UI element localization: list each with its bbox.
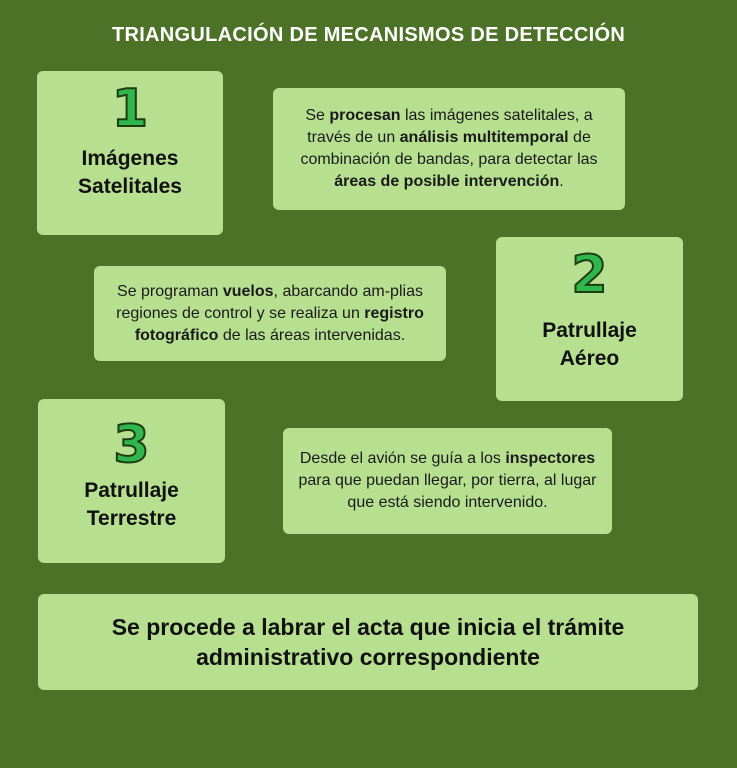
step-1-label [37, 145, 223, 201]
step-1-number: 1 [111, 79, 149, 139]
step-2-label-line2: Aéreo [559, 347, 620, 370]
step-1-desc-text: de combinación de bandas, para detectar las [300, 129, 598, 168]
step-2-label [496, 317, 683, 373]
conclusion-text: Se procede a labrar el acta que inicia el trámite administrativo correspondiente [111, 614, 625, 670]
step-1-desc-text: las imágenes satelitales, a través de un [307, 107, 593, 146]
step-1-desc-text: . [559, 173, 564, 190]
step-1-desc-text: Se [305, 107, 330, 124]
step-1-label-line1: Imágenes [81, 147, 179, 170]
step-3-number: 3 [113, 415, 150, 475]
step-3-desc-text: para que puedan llegar, por tierra, al lugar que está siendo intervenido. [298, 472, 597, 511]
step-3-card [38, 399, 225, 563]
step-2-desc-text: de las áreas intervenidas. [218, 326, 406, 344]
step-3-label-line1: Patrullaje [84, 479, 179, 502]
step-3-label [38, 477, 225, 533]
conclusion-box [38, 594, 698, 690]
step-2-desc-bold: vuelos [222, 282, 274, 300]
step-2-description [94, 266, 446, 361]
step-3-desc-bold: inspectores [505, 450, 596, 467]
step-2-number: 2 [571, 245, 608, 305]
step-2-label-line1: Patrullaje [542, 319, 637, 342]
step-1-description [273, 88, 625, 210]
step-2-desc-text: Se programan [117, 282, 223, 300]
step-2-desc-bold: registro fotográfico [134, 304, 424, 344]
step-3-desc-text: Desde el avión se guía a los [299, 450, 506, 467]
step-2-card [496, 237, 683, 401]
step-3-label-line2: Terrestre [86, 507, 177, 530]
step-1-label-line2: Satelitales [78, 175, 182, 198]
step-3-description [283, 428, 612, 534]
step-1-card [37, 71, 223, 235]
step-1-desc-bold: procesan [329, 107, 401, 124]
step-1-desc-bold: áreas de posible intervención [334, 173, 560, 190]
diagram-title: TRIANGULACIÓN DE MECANISMOS DE DETECCIÓN [111, 24, 626, 46]
step-1-desc-bold: análisis multitemporal [399, 129, 569, 146]
step-2-desc-text: , abarcando am-plias regiones de control y se realiza un [116, 282, 423, 322]
